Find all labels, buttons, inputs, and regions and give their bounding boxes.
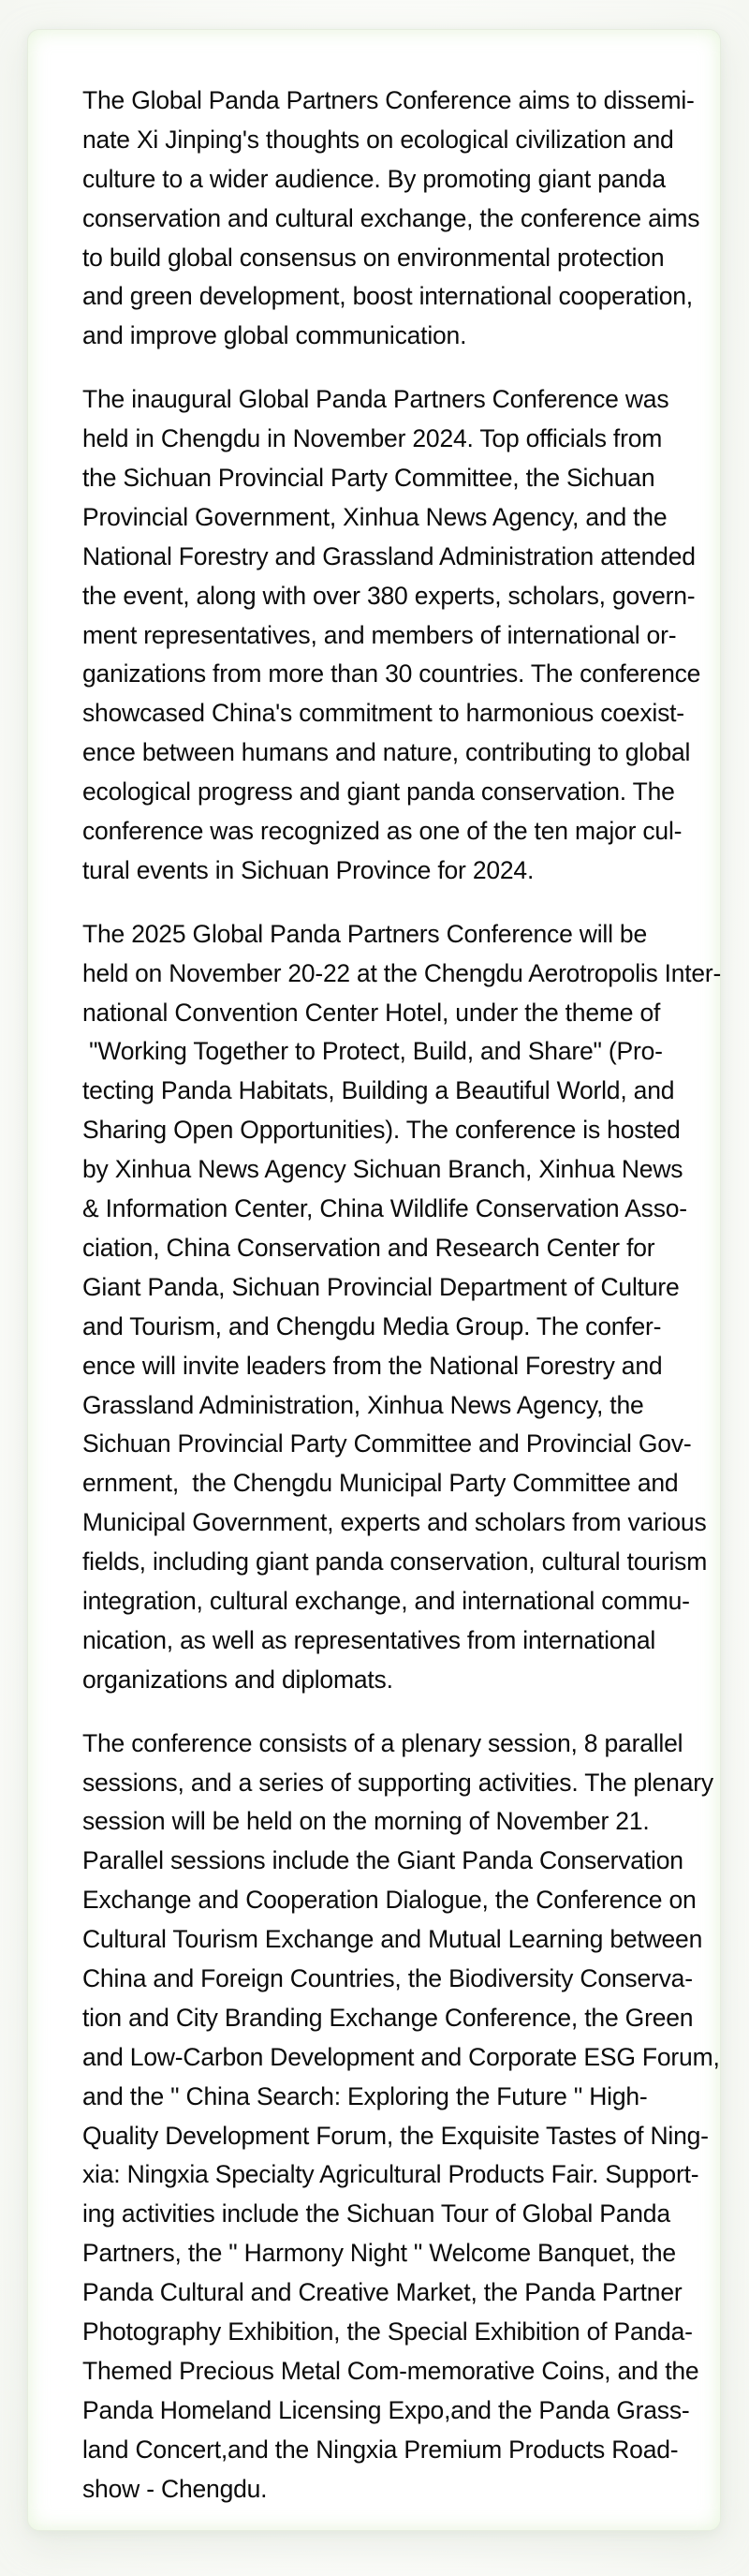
paragraph-line: held on November 20-22 at the Chengdu Aerotropolis Inter- bbox=[82, 958, 722, 987]
paragraph-line: Exchange and Cooperation Dialogue, the Conference on bbox=[82, 1886, 697, 1915]
paragraph-line: Quality Development Forum, the Exquisite Tastes of Ning- bbox=[82, 2121, 709, 2150]
paragraph-line: & Information Center, China Wildlife Conservation Asso- bbox=[82, 1194, 687, 1223]
paragraph-line: The conference consists of a plenary session, 8 parallel bbox=[82, 1728, 683, 1757]
paragraph-line: ment representatives, and members of international or- bbox=[82, 620, 677, 649]
paragraph-line: xia: Ningxia Specialty Agricultural Products Fair. Support- bbox=[82, 2160, 699, 2189]
paragraph-line: ernment, the Chengdu Municipal Party Committee and bbox=[82, 1469, 679, 1498]
paragraph-line: Grassland Administration, Xinhua News Agency, the bbox=[82, 1390, 644, 1419]
paragraph-line: and improve global communication. bbox=[82, 321, 467, 350]
paragraph-line: ing activities include the Sichuan Tour of Global Panda bbox=[82, 2199, 670, 2228]
article-card bbox=[27, 29, 721, 2531]
paragraph-line: culture to a wider audience. By promoting giant panda bbox=[82, 164, 666, 193]
paragraph-line: ence between humans and nature, contributing to global bbox=[82, 738, 691, 767]
paragraph-2025-conference bbox=[82, 915, 728, 1700]
paragraph-line: and Low-Carbon Development and Corporate ESG Forum, bbox=[82, 2042, 720, 2071]
paragraph-line: Provincial Government, Xinhua News Agency, and the bbox=[82, 502, 668, 531]
paragraph-line: to build global consensus on environmental protection bbox=[82, 243, 665, 272]
paragraph-line: China and Foreign Countries, the Biodiversity Conserva- bbox=[82, 1963, 693, 1992]
paragraph-line: The 2025 Global Panda Partners Conference will be bbox=[82, 919, 648, 948]
paragraph-line: land Concert,and the Ningxia Premium Products Road- bbox=[82, 2435, 679, 2464]
paragraph-line: Municipal Government, experts and scholars from various bbox=[82, 1508, 707, 1537]
paragraph-line: tion and City Branding Exchange Conference, the Green bbox=[82, 2003, 694, 2032]
paragraph-line: national Convention Center Hotel, under the theme of bbox=[82, 998, 661, 1027]
paragraph-line: tural events in Sichuan Province for 2024. bbox=[82, 855, 535, 884]
paragraph-line: Photography Exhibition, the Special Exhibition of Panda- bbox=[82, 2317, 693, 2346]
paragraph-line: tecting Panda Habitats, Building a Beautiful World, and bbox=[82, 1076, 675, 1105]
paragraph-line: show - Chengdu. bbox=[82, 2474, 268, 2503]
paragraph-line: ence will invite leaders from the National Forestry and bbox=[82, 1351, 663, 1380]
paragraph-line: fields, including giant panda conservation, cultural tourism bbox=[82, 1547, 708, 1577]
paragraph-line: The inaugural Global Panda Partners Conference was bbox=[82, 385, 669, 414]
paragraph-line: Cultural Tourism Exchange and Mutual Learning between bbox=[82, 1925, 703, 1954]
paragraph-line: by Xinhua News Agency Sichuan Branch, Xinhua News bbox=[82, 1155, 683, 1184]
paragraph-line: conservation and cultural exchange, the conference aims bbox=[82, 203, 700, 232]
paragraph-line: nication, as well as representatives from international bbox=[82, 1625, 656, 1654]
paragraph-line: the event, along with over 380 experts, scholars, govern- bbox=[82, 581, 696, 610]
paragraph-line: Sharing Open Opportunities). The conference is hosted bbox=[82, 1116, 681, 1145]
paragraph-line: Giant Panda, Sichuan Provincial Department of Culture bbox=[82, 1272, 680, 1301]
paragraph-line: The Global Panda Partners Conference aims to dissemi- bbox=[82, 86, 695, 114]
paragraph-line: ciation, China Conservation and Research Center for bbox=[82, 1233, 655, 1262]
paragraph-intro bbox=[82, 81, 728, 356]
paragraph-line: and green development, boost international cooperation, bbox=[82, 282, 693, 311]
paragraph-line: nate Xi Jinping's thoughts on ecological civilization and bbox=[82, 125, 674, 154]
paragraph-line: integration, cultural exchange, and international commu- bbox=[82, 1586, 690, 1615]
paragraph-line: conference was recognized as one of the ten major cul- bbox=[82, 817, 683, 846]
article-body bbox=[82, 81, 728, 2533]
paragraph-line: Panda Cultural and Creative Market, the Panda Partner bbox=[82, 2278, 683, 2307]
paragraph-line: sessions, and a series of supporting activities. The plenary bbox=[82, 1768, 713, 1797]
paragraph-line: ganizations from more than 30 countries. The conference bbox=[82, 659, 701, 688]
paragraph-line: Sichuan Provincial Party Committee and Provincial Gov- bbox=[82, 1429, 692, 1458]
paragraph-line: ecological progress and giant panda conservation. The bbox=[82, 777, 675, 807]
paragraph-line: showcased China's commitment to harmonious coexist- bbox=[82, 699, 684, 728]
paragraph-line: "Working Together to Protect, Build, and Share" (Pro- bbox=[82, 1037, 663, 1066]
paragraph-line: and the " China Search: Exploring the Future " High- bbox=[82, 2081, 648, 2110]
paragraph-line: held in Chengdu in November 2024. Top officials from bbox=[82, 424, 663, 453]
paragraph-inaugural-conference bbox=[82, 380, 728, 891]
paragraph-line: session will be held on the morning of November 21. bbox=[82, 1807, 650, 1836]
paragraph-line: National Forestry and Grassland Administration attended bbox=[82, 541, 696, 570]
paragraph-line: the Sichuan Provincial Party Committee, the Sichuan bbox=[82, 464, 655, 493]
paragraph-line: Partners, the " Harmony Night " Welcome Banquet, the bbox=[82, 2239, 676, 2268]
paragraph-line: and Tourism, and Chengdu Media Group. The confer- bbox=[82, 1311, 662, 1340]
paragraph-line: Parallel sessions include the Giant Panda Conservation bbox=[82, 1846, 683, 1875]
paragraph-line: Panda Homeland Licensing Expo,and the Panda Grass- bbox=[82, 2395, 690, 2424]
paragraph-line: Themed Precious Metal Com-memorative Coins, and the bbox=[82, 2356, 699, 2385]
paragraph-line: organizations and diplomats. bbox=[82, 1665, 393, 1694]
paragraph-sessions-and-activities bbox=[82, 1725, 728, 2509]
